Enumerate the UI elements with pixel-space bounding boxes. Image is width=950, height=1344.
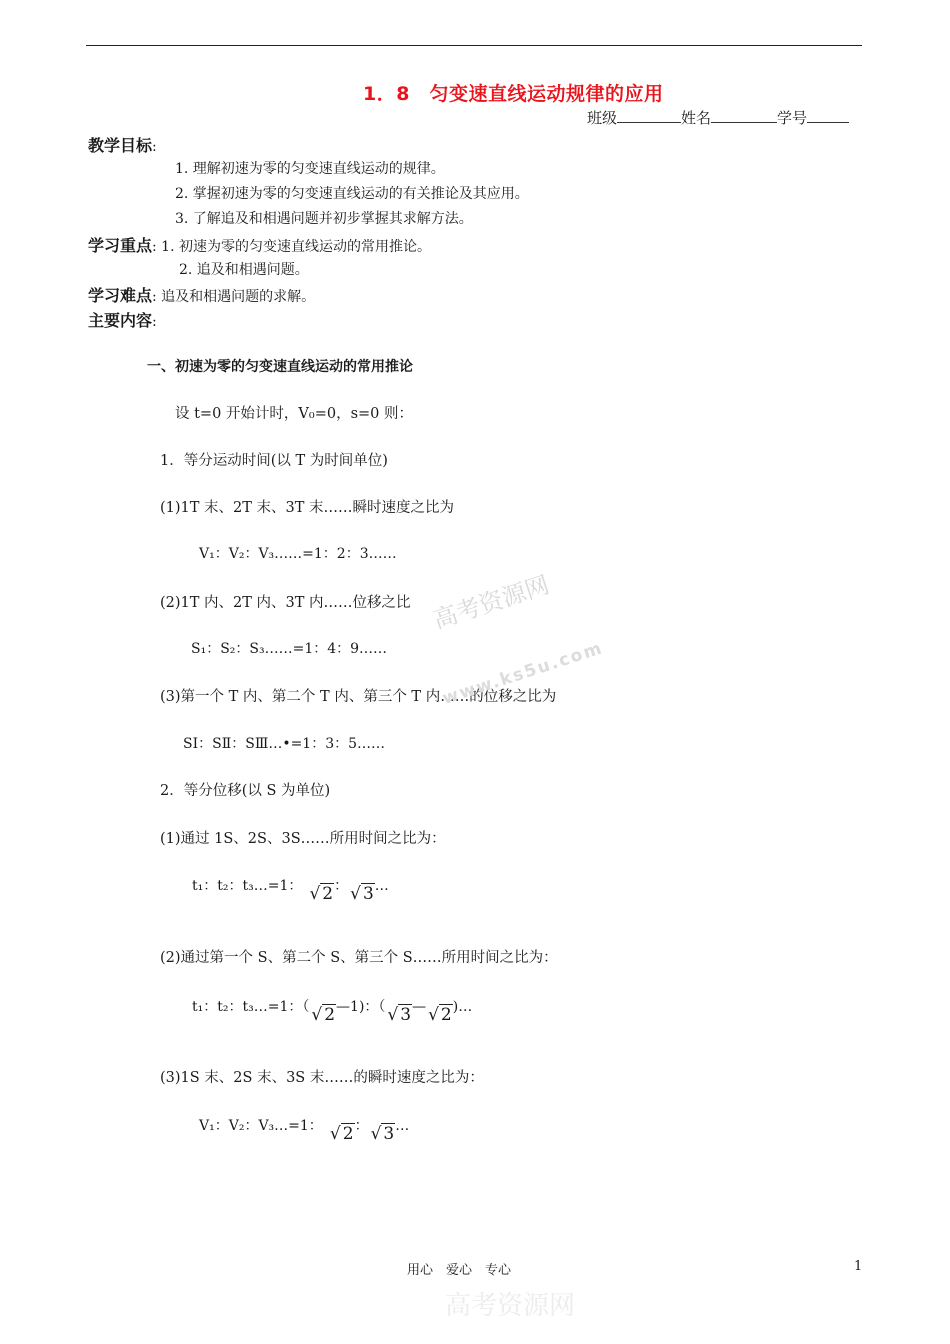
name-blank xyxy=(711,107,777,123)
sqrt-2-radical: √ 2 xyxy=(311,1005,336,1025)
part-2-item-1: (1)通过 1S、2S、3S……所用时间之比为： xyxy=(160,831,446,847)
key-point-item-2: 2. 追及和相遇问题。 xyxy=(179,262,309,278)
content-heading-line xyxy=(88,308,157,331)
interval-time-lead: t₁：t₂：t₃…=1：（ xyxy=(192,999,310,1015)
sqrt-2-radical: √ 2 xyxy=(309,884,334,904)
page-title: 1．8 匀变速直线运动规律的应用 xyxy=(363,83,664,105)
displacement-ratio-formula: S₁：S₂：S₃……=1：4：9…… xyxy=(191,641,388,657)
sqrt-2-radical: √ 2 xyxy=(329,1124,354,1144)
time-ratio-lead: t₁：t₂：t₃…=1： xyxy=(192,878,303,894)
number-label: 学号 xyxy=(777,109,808,127)
content-colon: : xyxy=(152,314,157,330)
section-1-title: 一、初速为零的匀变速直线运动的常用推论 xyxy=(147,359,413,375)
difficulties-heading: 学习难点 xyxy=(88,286,153,305)
objective-item-2: 2. 掌握初速为零的匀变速直线运动的有关推论及其应用。 xyxy=(175,186,529,202)
key-points-line xyxy=(88,233,431,256)
difficulties-text: : 追及和相遇问题的求解。 xyxy=(152,289,316,305)
watermark-url: www.ks5u.com xyxy=(440,638,606,710)
sqrt-2-radical: √ 2 xyxy=(428,1005,452,1025)
class-field xyxy=(587,107,849,128)
part-1-item-1: (1)1T 末、2T 末、3T 末……瞬时速度之比为 xyxy=(160,500,455,516)
part-2-title: 2．等分位移(以 S 为单位) xyxy=(160,783,331,799)
velocity-ratio-formula: V₁：V₂：V₃……=1：2：3…… xyxy=(199,546,397,562)
part-1-item-2: (2)1T 内、2T 内、3T 内……位移之比 xyxy=(160,595,411,611)
footer-motto: 用心 爱心 专心 xyxy=(407,1263,512,1278)
part-2-item-2: (2)通过第一个 S、第二个 S、第三个 S……所用时间之比为： xyxy=(160,950,558,966)
class-label: 班级 xyxy=(587,109,618,127)
watermark-cn: 高考资源网 xyxy=(429,570,553,635)
interval-time-formula xyxy=(192,995,473,1025)
page-number: 1 xyxy=(854,1259,863,1274)
interval-time-mid-1: —1)：（ xyxy=(336,999,386,1015)
position-velocity-lead: V₁：V₂：V₃…=1： xyxy=(199,1118,323,1134)
interval-time-mid-2: — xyxy=(412,999,427,1015)
time-ratio-formula: t₁：t₂：t₃…=1： √ 2： √ 3… xyxy=(192,878,389,904)
part-1-item-3: (3)第一个 T 内、第二个 T 内、第三个 T 内……的位移之比为 xyxy=(160,689,557,705)
class-blank xyxy=(617,107,681,123)
objectives-colon: : xyxy=(152,139,157,155)
difficulties-line xyxy=(88,283,315,306)
objective-item-3: 3. 了解追及和相遇问题并初步掌握其求解方法。 xyxy=(175,211,473,227)
part-2-item-3: (3)1S 末、2S 末、3S 末……的瞬时速度之比为： xyxy=(160,1070,484,1086)
interval-displacement-formula: SⅠ：SⅡ：SⅢ…•=1：3：5…… xyxy=(183,736,386,752)
sqrt-3-radical: √ 3 xyxy=(370,1124,395,1144)
objective-item-1: 1. 理解初速为零的匀变速直线运动的规律。 xyxy=(175,161,445,177)
position-velocity-formula: V₁：V₂：V₃…=1： √ 2： √ 3… xyxy=(199,1118,410,1144)
content-heading: 主要内容 xyxy=(88,311,153,330)
top-rule xyxy=(86,45,862,46)
part-1-title: 1．等分运动时间(以 T 为时间单位) xyxy=(160,453,388,469)
objectives-heading-line xyxy=(88,133,157,156)
name-label: 姓名 xyxy=(681,109,712,127)
position-velocity-tail: … xyxy=(395,1118,410,1134)
sqrt-3-radical: √ 3 xyxy=(387,1005,412,1025)
interval-time-tail: )… xyxy=(452,999,473,1015)
sqrt-3-radical: √ 3 xyxy=(350,884,374,904)
objectives-heading: 教学目标 xyxy=(88,136,153,155)
assumption-text: 设 t=0 开始计时，V₀=0，s=0 则： xyxy=(175,406,414,422)
watermark-bottom: 高考资源网 xyxy=(445,1291,576,1321)
key-points-heading: 学习重点 xyxy=(88,236,153,255)
key-point-item-1: : 1. 初速为零的匀变速直线运动的常用推论。 xyxy=(152,239,431,255)
time-ratio-tail: … xyxy=(374,878,389,894)
number-blank xyxy=(807,107,849,123)
